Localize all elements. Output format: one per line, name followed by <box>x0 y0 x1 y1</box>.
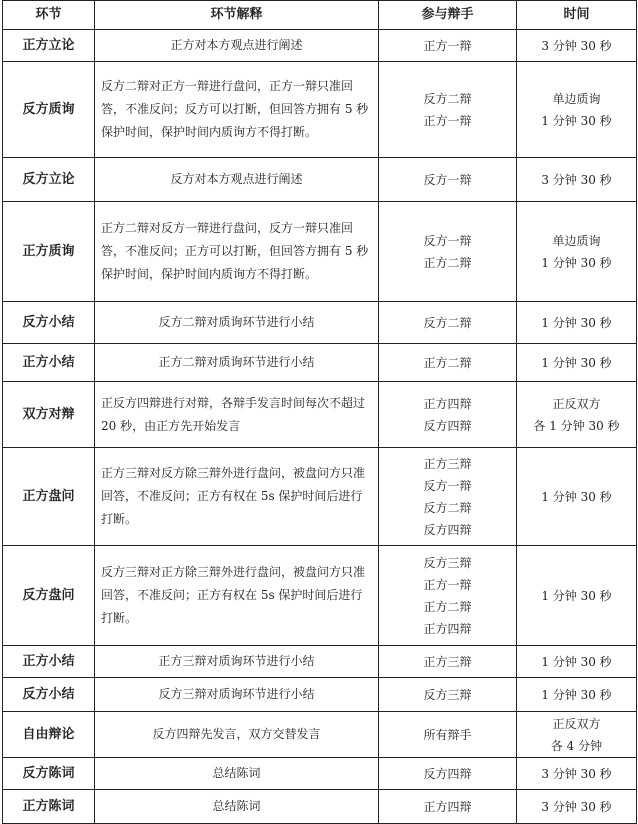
explain-cell: 总结陈词 <box>95 758 379 790</box>
speaker-name: 反方二辩 <box>423 315 472 330</box>
time-cell <box>517 790 637 824</box>
header-explain: 环节解释 <box>95 1 379 30</box>
time-cell <box>517 202 637 302</box>
explain-cell: 反方二辩对正方一辩进行盘问，正方一辩只准回答，不准反问；反方可以打断，但回答方拥有 5 秒保护时间，保护时间内质询方不得打断。 <box>95 62 379 158</box>
speaker-name: 正方二辩 <box>423 355 472 370</box>
stage-cell: 正方立论 <box>3 30 95 62</box>
stage-cell: 反方质询 <box>3 62 95 158</box>
speaker-name: 反方三辩 <box>423 555 472 570</box>
explain-cell: 反方三辩对质询环节进行小结 <box>95 678 379 712</box>
speaker-name: 反方四辩 <box>423 766 472 781</box>
speakers-cell <box>379 62 517 158</box>
time-value: 1 分钟 30 秒 <box>541 687 612 702</box>
time-value: 单边质询 <box>552 91 601 106</box>
speaker-name: 正方二辩 <box>423 599 472 614</box>
stage-cell: 正方小结 <box>3 646 95 678</box>
speaker-name: 正方一辩 <box>423 38 472 53</box>
explain-cell: 反方对本方观点进行阐述 <box>95 158 379 202</box>
speaker-name: 正方一辩 <box>423 113 472 128</box>
table-row <box>3 790 637 824</box>
explain-cell: 正方二辩对质询环节进行小结 <box>95 344 379 382</box>
speakers-cell <box>379 202 517 302</box>
time-value: 1 分钟 30 秒 <box>541 489 612 504</box>
speakers-cell <box>379 382 517 448</box>
time-value: 3 分钟 30 秒 <box>541 799 612 814</box>
speakers-cell <box>379 344 517 382</box>
time-cell <box>517 448 637 546</box>
speaker-name: 正方三辩 <box>423 654 472 669</box>
speakers-cell <box>379 646 517 678</box>
stage-cell: 反方盘问 <box>3 546 95 646</box>
table-row <box>3 158 637 202</box>
table-row <box>3 712 637 758</box>
time-cell <box>517 382 637 448</box>
speaker-name: 反方一辩 <box>423 172 472 187</box>
time-cell <box>517 546 637 646</box>
time-cell <box>517 158 637 202</box>
table-row <box>3 546 637 646</box>
explain-cell: 总结陈词 <box>95 790 379 824</box>
stage-cell: 正方盘问 <box>3 448 95 546</box>
time-value: 正反双方 <box>552 396 601 411</box>
speaker-name: 所有辩手 <box>423 727 472 742</box>
speakers-cell <box>379 678 517 712</box>
time-cell <box>517 302 637 344</box>
time-value: 3 分钟 30 秒 <box>541 766 612 781</box>
speakers-cell <box>379 302 517 344</box>
explain-cell: 正方三辩对质询环节进行小结 <box>95 646 379 678</box>
speaker-name: 正方一辩 <box>423 577 472 592</box>
table-row <box>3 344 637 382</box>
time-value: 1 分钟 30 秒 <box>541 315 612 330</box>
stage-cell: 反方陈词 <box>3 758 95 790</box>
stage-cell: 正方小结 <box>3 344 95 382</box>
time-value: 1 分钟 30 秒 <box>541 113 612 128</box>
speaker-name: 正方四辩 <box>423 799 472 814</box>
stage-cell: 反方小结 <box>3 678 95 712</box>
time-value: 1 分钟 30 秒 <box>541 255 612 270</box>
stage-cell: 自由辩论 <box>3 712 95 758</box>
speaker-name: 反方二辩 <box>423 500 472 515</box>
header-time: 时间 <box>517 1 637 30</box>
time-value: 1 分钟 30 秒 <box>541 355 612 370</box>
speaker-name: 正方二辩 <box>423 255 472 270</box>
header-row <box>3 1 637 30</box>
debate-schedule-table <box>2 0 637 824</box>
table-row <box>3 302 637 344</box>
header-stage: 环节 <box>3 1 95 30</box>
speakers-cell <box>379 758 517 790</box>
time-cell <box>517 30 637 62</box>
table-row <box>3 758 637 790</box>
stage-cell: 反方立论 <box>3 158 95 202</box>
table-row <box>3 678 637 712</box>
explain-cell: 反方四辩先发言，双方交替发言 <box>95 712 379 758</box>
table-row <box>3 382 637 448</box>
speakers-cell <box>379 30 517 62</box>
time-cell <box>517 678 637 712</box>
speakers-cell <box>379 790 517 824</box>
table-row <box>3 646 637 678</box>
time-value: 3 分钟 30 秒 <box>541 38 612 53</box>
stage-cell: 反方小结 <box>3 302 95 344</box>
table-row <box>3 30 637 62</box>
time-cell <box>517 62 637 158</box>
speaker-name: 正方三辩 <box>423 456 472 471</box>
explain-cell: 正方二辩对反方一辩进行盘问，反方一辩只准回答，不准反问；正方可以打断，但回答方拥有 5 秒保护时间，保护时间内质询方不得打断。 <box>95 202 379 302</box>
speaker-name: 反方三辩 <box>423 687 472 702</box>
speaker-name: 反方四辩 <box>423 522 472 537</box>
table-row <box>3 448 637 546</box>
explain-cell: 反方三辩对正方除三辩外进行盘问，被盘问方只准回答，不准反问；正方有权在 5s 保护时间后进行打断。 <box>95 546 379 646</box>
time-value: 1 分钟 30 秒 <box>541 654 612 669</box>
speaker-name: 反方一辩 <box>423 478 472 493</box>
stage-cell: 正方陈词 <box>3 790 95 824</box>
table-row <box>3 202 637 302</box>
table-row <box>3 62 637 158</box>
speakers-cell <box>379 448 517 546</box>
speakers-cell <box>379 546 517 646</box>
explain-cell: 正方对本方观点进行阐述 <box>95 30 379 62</box>
speaker-name: 正方四辩 <box>423 396 472 411</box>
explain-cell: 正反方四辩进行对辩，各辩手发言时间每次不超过 20 秒，由正方先开始发言 <box>95 382 379 448</box>
stage-cell: 双方对辩 <box>3 382 95 448</box>
time-value: 3 分钟 30 秒 <box>541 172 612 187</box>
speakers-cell <box>379 712 517 758</box>
header-speakers: 参与辩手 <box>379 1 517 30</box>
time-cell <box>517 646 637 678</box>
time-value: 单边质询 <box>552 233 601 248</box>
speaker-name: 正方四辩 <box>423 621 472 636</box>
time-value: 1 分钟 30 秒 <box>541 588 612 603</box>
explain-cell: 正方三辩对反方除三辩外进行盘问，被盘问方只准回答，不准反问；正方有权在 5s 保护时间后进行打断。 <box>95 448 379 546</box>
time-cell <box>517 758 637 790</box>
speakers-cell <box>379 158 517 202</box>
time-value: 各 1 分钟 30 秒 <box>533 418 620 433</box>
speaker-name: 反方一辩 <box>423 233 472 248</box>
time-value: 正反双方 <box>552 716 601 731</box>
stage-cell: 正方质询 <box>3 202 95 302</box>
time-cell <box>517 712 637 758</box>
time-value: 各 4 分钟 <box>550 738 603 753</box>
speaker-name: 反方四辩 <box>423 418 472 433</box>
time-cell <box>517 344 637 382</box>
speaker-name: 反方二辩 <box>423 91 472 106</box>
explain-cell: 反方二辩对质询环节进行小结 <box>95 302 379 344</box>
